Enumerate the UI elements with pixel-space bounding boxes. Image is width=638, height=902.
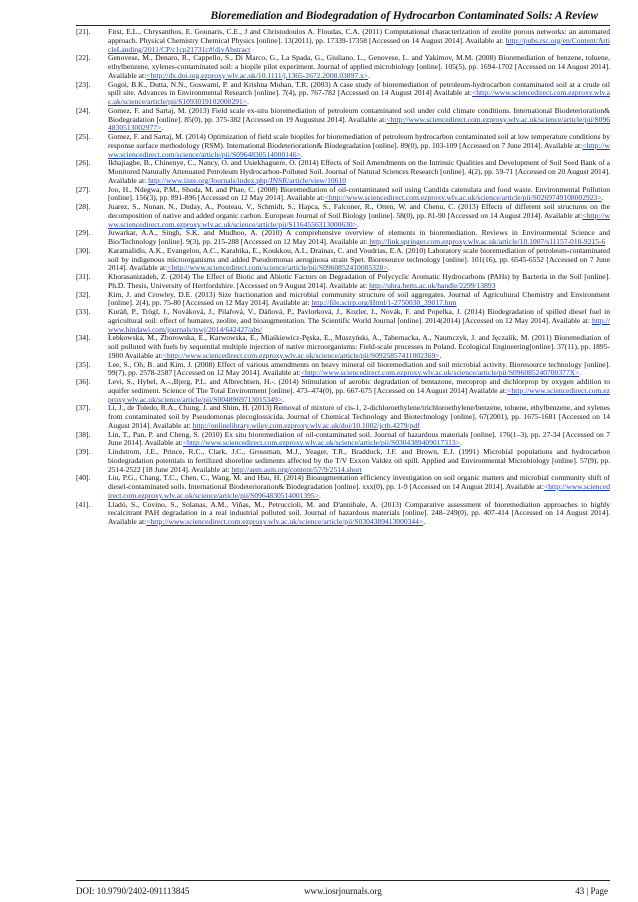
reference-trailing-punctuation: . [423,517,426,526]
reference-citation: Gogoi, B.K., Dutta, N.N., Goswami, P. and Krishna Mohan, T.R. (2003) A case study of bioremediation of petroleum-hydrocarbon contaminated soil at a crude oil spill site. Advances in Environmental Research [online]. 7(4), pp. 767-782 [Accessed on 14 August 2014] Available at: [108,79,610,98]
reference-trailing-punctuation: . [387,263,390,273]
reference-citation: Karamalidis, A.K., Evangelou, A.C., Karabika, E., Koukkou, A.I., Drainas, C. and Voudrias, E.A. (2010) Laboratory scale bioremediation of petroleum-contaminated soil by indigenous microorganisms and added Pseudomonas aeruginosa strain Spet. Bioresource technology [online]. 101(16), pp. 6545-6552 [Accessed on 7 June 2014]. Available at: [108,245,610,273]
reference-number: [26]. [76,158,91,168]
reference-link[interactable]: <http://dx.doi.org.ezproxy.wlv.ac.uk/10.1111/j.1365-2672.2008.03897.x> [146,70,369,80]
reference-list [76,28,610,527]
footer-page-number: 43 | Page [575,886,608,896]
reference-entry [76,107,610,133]
reference-entry [76,247,610,273]
reference-link[interactable]: <http://www.sciencedirect.com/science/article/pii/S0964830514000146> [108,140,610,159]
reference-entry [76,448,610,474]
reference-number: [21]. [76,27,91,36]
reference-number: [35]. [76,359,91,369]
reference-trailing-punctuation: . [356,219,359,229]
reference-number: [36]. [76,377,91,386]
reference-number: [38]. [76,429,91,439]
reference-entry [76,378,610,404]
reference-trailing-punctuation: . [579,368,582,378]
reference-link[interactable]: <http://www.sciencedirect.com/science/article/pii/S0960852410005328> [167,263,388,273]
reference-citation: Genovese, M., Denaro, R., Cappello, S., Di Marco, G., La Spada, G., Giuliano, L., Genovese, L. and Yakimov, M.M. (2008) Bioremediation of benzene, toluene, ethylbenzene, xylenes-contaminated soil: a biopile pilot experiment. Journal of applied microbiology [online]. 105(5), pp. 1694-1702 [Accessed on 14 August 2014]. Available at: [108,53,610,80]
reference-trailing-punctuation: . [601,193,604,203]
reference-citation: Kuráň, P., Trögl, J., Nováková, J., Pilařová, V., Dáňová, P., Pavlorková, J., Kozler, J., Novák, F. and Popelka, J. (2014) Biodegradation of spilled diesel fuel in agricultural soil: effect of humates, zeolite, and bioaugmentation. The Scientific World Journal [online]. 2014(2014) [Accessed on 12 May 2014]. Available at: [108,307,610,325]
reference-entry [76,133,610,159]
reference-number: [30]. [76,245,91,255]
reference-trailing-punctuation: . [439,350,442,360]
reference-entry [76,186,610,204]
reference-number: [41]. [76,499,91,509]
reference-citation: Li, J., de Toledo, R.A., Chung, J. and Shim, H. (2013) Removal of mixture of cis-1, 2-dichloroethylene/trichloroethylene/benzene, toluene, ethylbenzene, and xylenes from contaminated soil by Pseudomonas plecoglossicida. Journal of Chemical Technology and Biotechnology [online]. 67(2001), pp. 1675-1681 [Accessed on 14 August 2014]. Available at: [108,403,610,430]
reference-citation: Lindstrom, J.E., Prince, R.C., Clark, J.C., Grossman, M.J., Yeager, T.R., Braddock, J.F. and Brown, E.J. (1991) Microbial populations and hydrocarbon biodegradation potentials in fertilized shoreline sediments affected by the T/V Exxon Valdez oil spill. Applied and Environmental Microbiology [online]. 57(9), pp. 2514-2522 [18 June 2014]. Available at: [108,447,610,474]
reference-number: [29]. [76,228,91,238]
reference-entry [76,501,610,527]
reference-entry [76,229,610,247]
reference-number: [37]. [76,403,91,413]
reference-link[interactable]: http://pubs.rsc.org/en/Content/ArticleLanding/2011/CP/c1cp21731c#!divAbstract [108,35,610,54]
reference-link[interactable]: http://link.springer.com.ezproxy.wlv.ac.uk/article/10.1007/s11157-010-9215-6 [369,237,606,246]
reference-number: [28]. [76,202,91,211]
reference-link[interactable]: <http://www.sciencedirect.com.ezproxy.wlv.ac.uk/science/article/pii/S0964830513002977> [108,114,610,133]
reference-link[interactable]: http://aem.asm.org/content/57/9/2514.short [231,464,362,474]
reference-link[interactable]: <http://www.sciencedirect.com.ezproxy.wlv.ac.uk/science/article/pii/S0925857411002369> [162,350,440,360]
reference-number: [24]. [76,105,91,115]
reference-link[interactable]: <http://www.sciencedirect.com.ezproxy.wlv.ac.uk/science/article/pii/S0304389409017313> [182,438,460,448]
reference-trailing-punctuation: . [300,149,303,159]
reference-entry [76,474,610,500]
reference-link[interactable]: http://www.hindawi.com/journals/tswj/2014/642427/abs/ [108,315,610,334]
reference-trailing-punctuation: . [459,438,462,448]
reference-link[interactable]: http://www.iiste.org/Journals/index.php/JNSR/article/view/10610 [148,175,346,185]
reference-citation: Ikhajiagbe, B., Chinenye, C., Nancy, O. and Usiekhaguere, O. (2014) Effects of Soil Amendments on the Intrinsic Qualities and Development of Soil Seed Bank of a Monitored Naturally Attenuated Petroleum Hydrocarbon-Polluted Soil. Journal of Natural Sciences Research [online]. 4(2), pp. 59-71 [Accessed on 20 August 2014]. Available at: [108,158,610,185]
reference-number: [25]. [76,132,91,141]
footer-divider [76,880,610,881]
reference-link[interactable]: <http://www.sciencedirect.com.ezproxy.wlv.ac.uk/science/article/pii/S0269749108002923> [324,193,602,203]
reference-entry [76,361,610,379]
footer-doi: DOI: 10.9790/2402-091113845 [76,886,190,896]
reference-link[interactable]: <http://www.sciencedirect.com.ezproxy.wlv.ac.uk/science/article/pii/S1093019102000291> [108,88,610,106]
reference-trailing-punctuation: . [282,394,284,404]
reference-trailing-punctuation: . [247,97,249,106]
reference-citation: Kim, J. and Crowley, D.E. (2013) Size fractionation and microbial community structure of soil aggregates. Journal of Agricultural Chemistry and Environment [online]. 2(4), pp. 75-80 [Accessed on 12 May 2014]. Available at: [108,289,610,308]
reference-number: [31]. [76,272,91,281]
reference-entry [76,431,610,449]
reference-entry [76,28,610,54]
reference-number: [22]. [76,53,91,63]
reference-citation: Juwarkar, A.A., Singh, S.K. and Mudhoo, A. (2010) A comprehensive overview of elements in bioremediation. Reviews in Environmental Science and Bio/Technology [online]. 9(3), pp. 215-288 [Accessed on 12 May 2014]. Available at: [108,228,610,246]
reference-number: [33]. [76,307,91,316]
footer-website[interactable]: www.iosrjournals.org [304,886,382,896]
reference-citation: Levi, S., Hybel, A.-.,Bjerg, P.L. and Albrechtsen, H.-. (2014) Stimulation of aerobic degradation of bentazone, mecoprop and dichlorprop by oxygen addition to aquifer sediment. Science of The Total Environment [online]. 473–474(0), pp. 667-675 [Accessed on 14 August 2014] Available at: [108,377,610,395]
reference-entry [76,291,610,309]
reference-number: [23]. [76,79,91,89]
reference-citation: Gomez, F. and Sartaj, M. (2013) Field scale ex-situ bioremediation of petroleum contaminated soil under cold climate conditions. International Biodeterioration& Biodegradation [online]. 85(0), pp. 375-382 [Accessed on 19 Augustust 2014]. Available at: [108,105,610,124]
reference-trailing-punctuation: . [368,70,370,80]
reference-link[interactable]: <http://www.sciencedirect.com.ezproxy.wlv.ac.uk/science/article/pii/S0964830514001395> [108,482,610,500]
reference-number: [34]. [76,333,91,343]
reference-link[interactable]: http://file.scirp.org/Html/1-2750030_39017.htm [311,298,457,308]
reference-citation: First, E.L., Chrysanthos, E. Gounaris, C.E., J and Christodoulos A. Floudas, C.A. (2011) Computational characterization of zeolite porous networks: an automated approach. Physical Chemistry Chemical Physics [online]. 13(2011), pp. 17339-17358 [Accessed on 14 August 2014]. Available at: [108,27,610,45]
reference-link[interactable]: <http://www.sciencedirect.com.ezproxy.wlv.ac.uk/science/article/pii/S096085240700377X> [300,368,580,378]
reference-citation: Khorasanizadeh, Z. (2014) The Effect of Biotic and Abiotic Factors on Degradation of Polycyclic Aromatic Hydrocarbons (PAHs) by Bacteria in the Soil [online]. Ph.D. Thesis, University of Hertfordshire. [Accessed on 9 August 2014]. Available at: [108,272,610,290]
reference-trailing-punctuation: . [161,123,164,133]
reference-entry [76,334,610,360]
reference-link[interactable]: http://onlinelibrary.wiley.com.ezproxy.wlv.ac.uk/doi/10.1002/jctb.4279/pdf [192,420,420,430]
reference-citation: Lladó, S., Covino, S., Solanas, A.M., Viñas, M., Petruccioli, M. and D'annibale, A. (2013) Comparative assessment of bioremediation approaches to highly recalcitrant PAH degradation in a real industrial polluted soil. Journal of hazardous materials [online]. 248–249(0), pp. 407-414 [Accessed on 14 August 2014]. Available at: [108,499,610,526]
reference-link[interactable]: http://uhra.herts.ac.uk/handle/2299/13893 [369,280,496,290]
reference-link[interactable]: <http://www.sciencedirect.com.ezproxy.wlv.ac.uk/science/article/pii/S0048969713015349> [108,385,610,404]
reference-number: [40]. [76,473,91,483]
reference-entry [76,203,610,229]
reference-number: [27]. [76,184,91,194]
running-title: Bioremediation and Biodegradation of Hydrocarbon Contaminated Soils: A Review [210,10,598,22]
reference-citation: Liu, P.G., Chang, T.C., Chen, C., Wang, M. and Hsu, H. (2014) Bioaugmentation efficiency investigation on soil organic matters and microbial community shift of diesel-contaminated soils. International Biodeterioration& Biodegradation [online]. xxx(0), pp. 1-9 [Accessed on 14 August 2014]. Available at: [108,473,610,491]
reference-citation: Lee, S., Oh, B. and Kim, J. (2008) Effect of various amendments on heavy mineral oil bioremediation and soil microbial activity. Bioresource technology [online]. 99(7), pp. 2578-2587 [Accessed on 12 May 2014]. Available at: [108,359,610,378]
reference-entry [76,308,610,334]
reference-citation: Łebkowska, M., Zborowska, E., Karwowska, E., Miaśkiewicz-Pęska, E., Muszyński, A., Tabernacka, A., Naumczyk, J. and Jęczalik, M. (2011) Bioremediation of soil polluted with fuels by sequential multiple injection of native microorganisms: Field-scale processes in Poland. Ecological Engineering[online]. 37(11), pp. 1895-1900 Available at: [108,333,610,360]
reference-link[interactable]: <http://www.sciencedirect.com.ezproxy.wlv.ac.uk/science/article/pii/S0304389413000344> [146,517,424,526]
page-footer [76,886,608,898]
reference-citation: Gomez, F. and Sartaj, M. (2014) Optimization of field scale biopiles for bioremediation of petroleum hydrocarbon contaminated soil at low temperature conditions by response surface methodology (RSM). International Biodeterioration& Biodegradation [online]. 89(0), pp. 103-109 [Accessed on 7 June 2014]. Available at: [108,132,610,150]
header-divider [76,25,610,26]
reference-entry [76,159,610,185]
reference-link[interactable]: <http://www.sciencedirect.com.ezproxy.wlv.ac.uk/science/article/pii/S1164556313000630> [108,210,610,229]
reference-entry [76,273,610,291]
reference-entry [76,81,610,107]
reference-entry [76,404,610,430]
reference-citation: Juarez, S., Nunan, N., Duday, A., Pouteau, V., Schmidt, S., Hapca, S., Falconer, R., Otten, W. and Chenu, C. (2013) Effects of different soil structures on the decomposition of native and added organic carbon. European Journal of Soil Biology [online]. 58(0), pp. 81-90 [Accessed on 14 August 2014]. Available at: [108,202,610,220]
reference-citation: Joo, H., Ndegwa, P.M., Shoda, M. and Phae, C. (2008) Bioremediation of oil-contaminated soil using Candida catenulata and food waste. Environmental Pollution [online]. 156(3), pp. 891-896 [Accessed on 12 May 2014]. Available at: [108,184,610,203]
reference-citation: Lin, T., Pan, P. and Cheng, S. (2010) Ex situ bioremediation of oil-contaminated soil. Journal of hazardous materials [online]. 176(1–3), pp. 27-34 [Accessed on 7 June 2014]. Available at: [108,429,610,448]
reference-entry [76,54,610,80]
reference-number: [32]. [76,289,91,299]
reference-trailing-punctuation: . [318,490,321,500]
reference-number: [39]. [76,447,91,456]
